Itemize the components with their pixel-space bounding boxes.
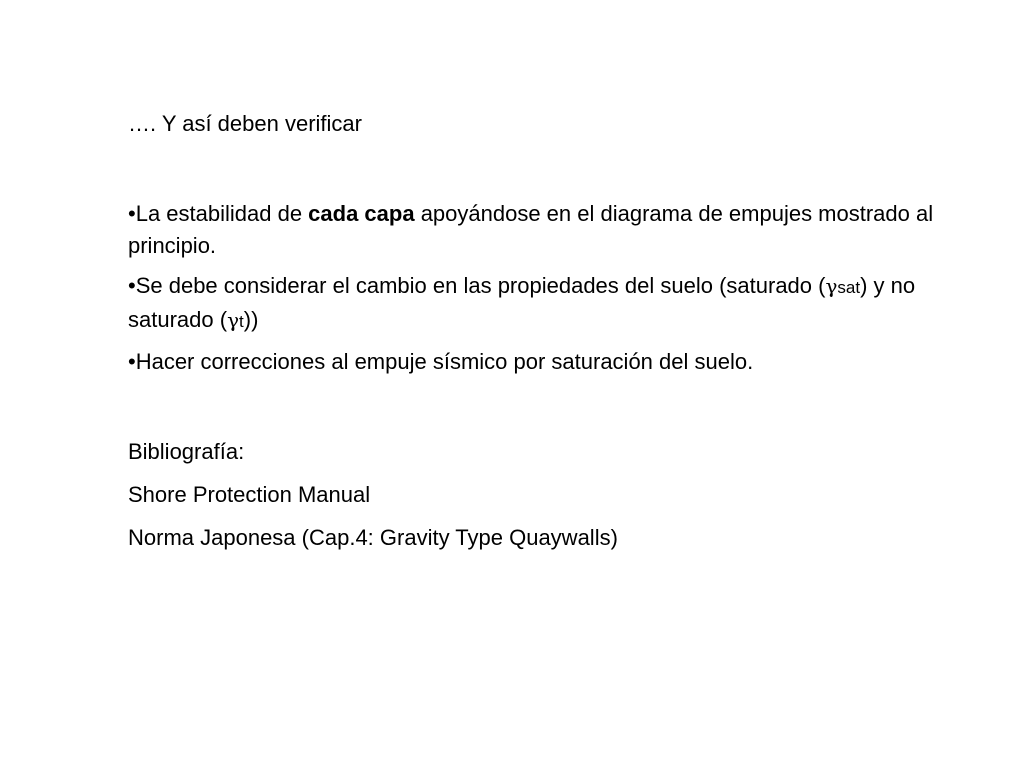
bullet-text-part3: )) [243,307,259,332]
bibliography-item: Norma Japonesa (Cap.4: Gravity Type Quaywalls) [128,525,618,550]
bullet-text-after: apoyándose en el diagrama de empujes mostrado al principio. [128,201,934,258]
bullet-item-stability [128,198,948,262]
bullet-text-part2: ) y no saturado ( [128,273,916,332]
bibliography-section [128,436,948,554]
gamma-subscript-sat: sat [837,278,861,297]
bullet-text-before: La estabilidad de [135,201,309,226]
bullet-icon: • [128,349,136,374]
bullet-icon: • [128,273,136,298]
slide-content [128,108,948,565]
gamma-symbol: γ [227,308,240,332]
gamma-symbol: γ [825,274,838,298]
intro-text: …. Y así deben verificar [128,111,362,136]
bibliography-item: Shore Protection Manual [128,482,371,507]
bullet-icon: • [128,201,136,226]
bullet-item-soil-properties [128,270,948,338]
bullet-text-bold: cada capa [308,201,415,226]
bullet-text-part1: Se debe considerar el cambio en las propiedades del suelo (saturado ( [135,273,826,298]
bullet-item-seismic [128,346,948,378]
gamma-subscript-t: t [239,312,244,331]
bibliography-heading: Bibliografía: [128,439,245,464]
bullet-text: Hacer correcciones al empuje sísmico por saturación del suelo. [135,349,754,374]
